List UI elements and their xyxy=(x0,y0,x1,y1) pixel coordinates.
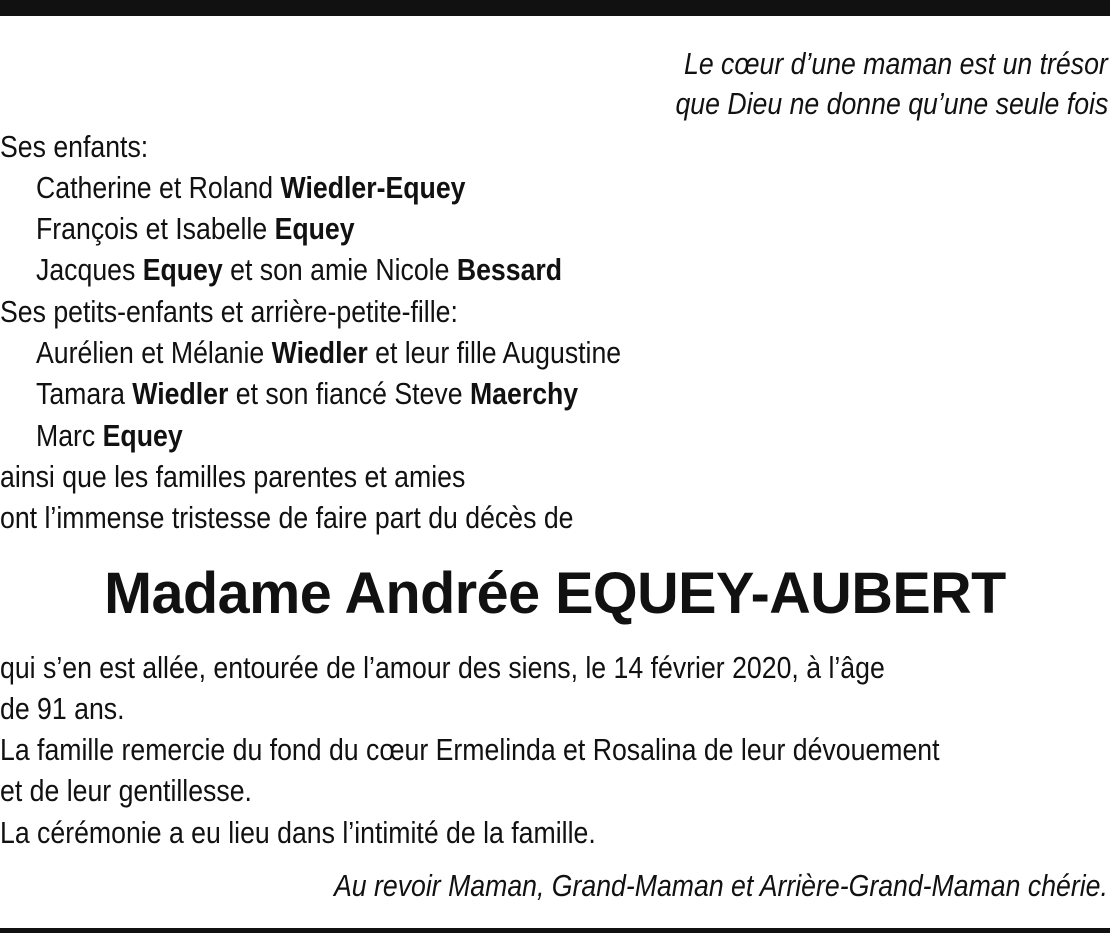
grandchild-surname: Wiedler xyxy=(132,376,229,411)
child-entry xyxy=(36,168,465,208)
child-entry xyxy=(36,250,562,290)
grandchild-given-names: Aurélien et Mélanie xyxy=(36,335,272,370)
child-surname: Equey xyxy=(274,211,355,246)
child-given-names: François et Isabelle xyxy=(36,211,275,246)
body-line-4: et de leur gentillesse. xyxy=(0,773,252,808)
grandchild-partner-surname: Maerchy xyxy=(469,376,579,411)
announcement-line: ont l’immense tristesse de faire part du décès de xyxy=(0,500,574,535)
grandchild-surname: Equey xyxy=(102,418,183,453)
epigraph-line-1: Le cœur d’une maman est un trésor xyxy=(684,46,1108,81)
child-surname: Equey xyxy=(142,252,223,287)
grandchild-given-names: Marc xyxy=(36,418,103,453)
body-line-3: La famille remercie du fond du cœur Ermelinda et Rosalina de leur dévouement xyxy=(0,732,940,767)
child-entry xyxy=(36,209,355,249)
child-partner-surname: Bessard xyxy=(456,252,563,287)
grandchild-partner-text: et son fiancé Steve xyxy=(228,376,470,411)
child-given-names: Jacques xyxy=(36,252,143,287)
grandchildren-heading: Ses petits-enfants et arrière-petite-fille: xyxy=(0,294,458,329)
grandchild-entry xyxy=(36,416,183,456)
bottom-border-rule xyxy=(0,928,1110,933)
grandchild-surname: Wiedler xyxy=(271,335,368,370)
families-line: ainsi que les familles parentes et amies xyxy=(0,459,466,494)
children-heading: Ses enfants: xyxy=(0,129,149,164)
grandchild-tail-text: et leur fille Augustine xyxy=(367,335,622,370)
body-line-2: de 91 ans. xyxy=(0,691,125,726)
grandchild-entry xyxy=(36,333,621,373)
child-surname: Wiedler-Equey xyxy=(280,170,466,205)
grandchild-given-names: Tamara xyxy=(36,376,133,411)
child-given-names: Catherine et Roland xyxy=(36,170,281,205)
epigraph-line-2: que Dieu ne donne qu’une seule fois xyxy=(675,86,1108,121)
body-line-1: qui s’en est allée, entourée de l’amour des siens, le 14 février 2020, à l’âge xyxy=(0,650,885,685)
body-line-5: La cérémonie a eu lieu dans l’intimité de la famille. xyxy=(0,815,596,850)
deceased-name-heading: Madame Andrée EQUEY-AUBERT xyxy=(104,561,1006,626)
child-partner-text: et son amie Nicole xyxy=(222,252,457,287)
farewell-line: Au revoir Maman, Grand-Maman et Arrière-Grand-Maman chérie. xyxy=(334,868,1108,903)
grandchild-entry xyxy=(36,374,578,414)
